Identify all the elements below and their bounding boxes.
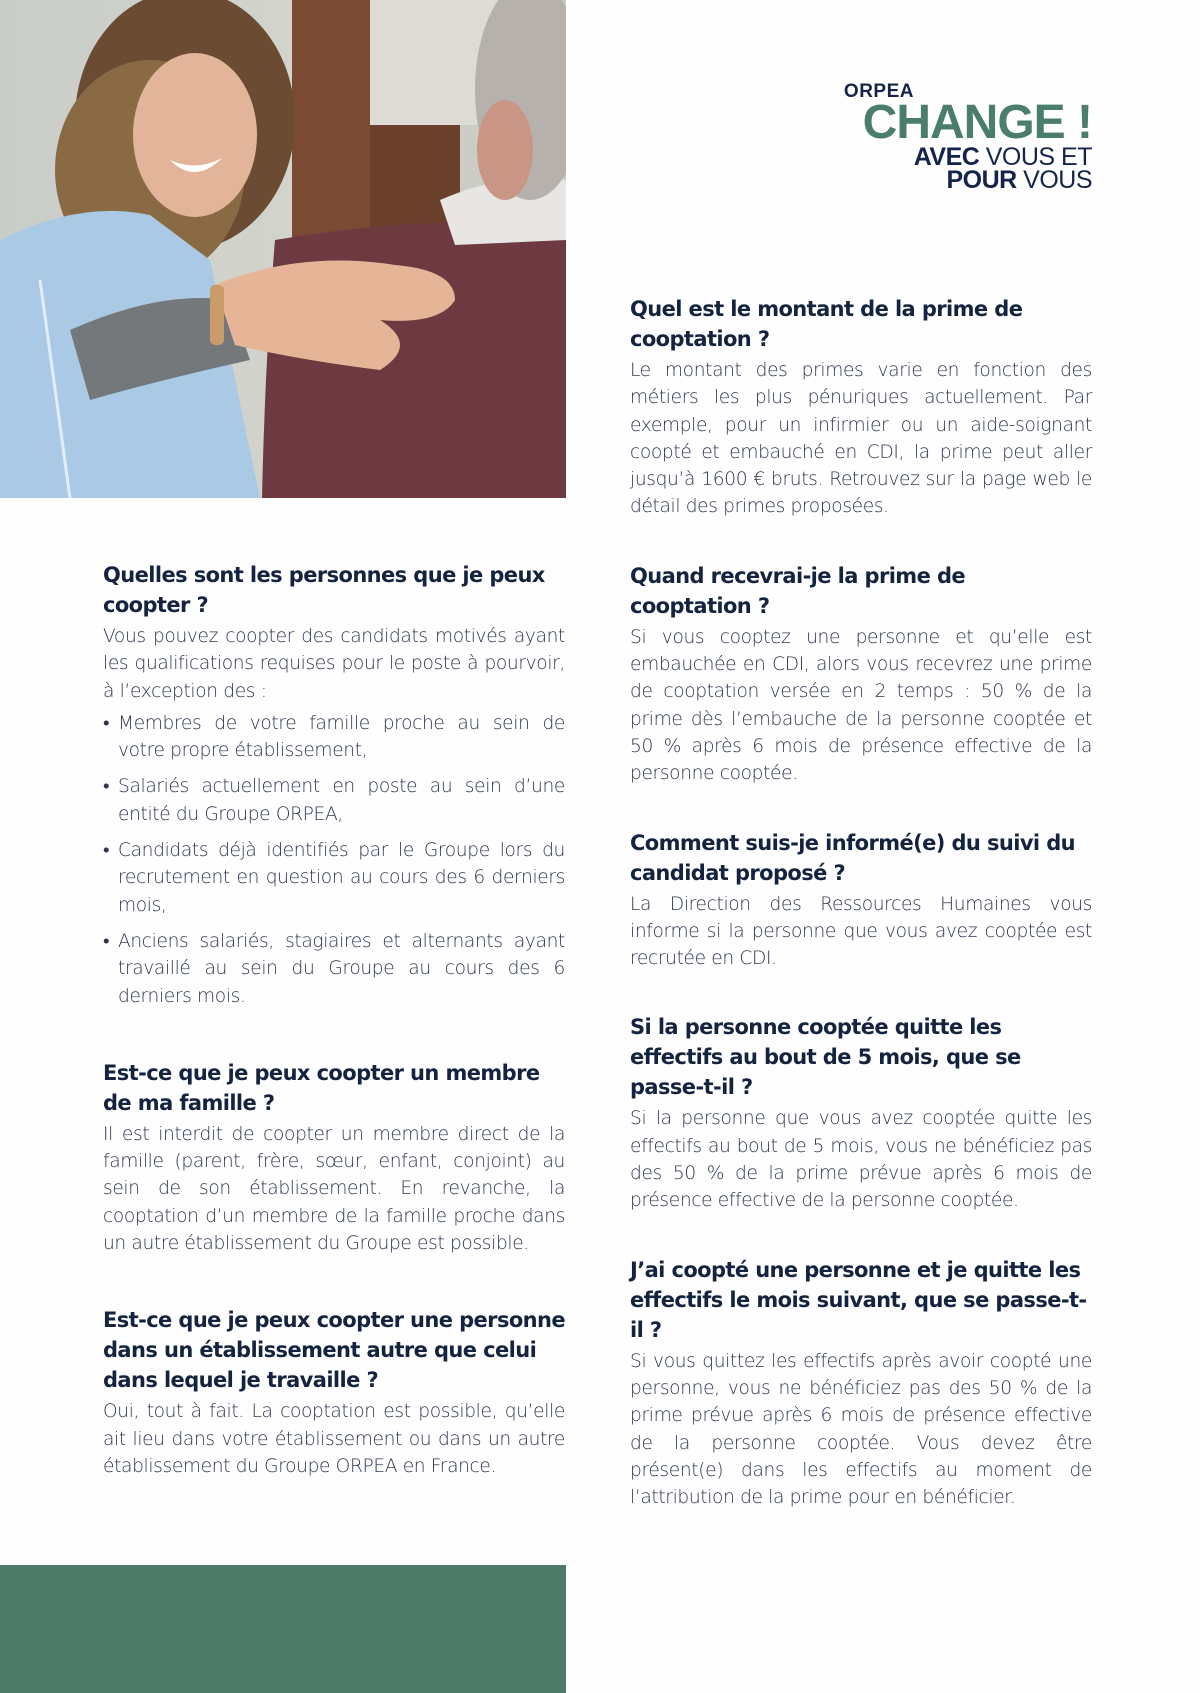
faq-item-candidate-followup <box>630 828 1092 973</box>
logo-tagline-rest: VOUS <box>1016 166 1092 194</box>
faq-answer: Si vous cooptez une personne et qu’elle est embauchée en CDI, alors vous recevrez une prime de cooptation versée en 2 temps : 50 % de la prime dès l’embauche de la personne cooptée et 50 % après 6 mois de présence effective de la personne cooptée. <box>630 626 1092 785</box>
faq-item-bonus-amount <box>630 294 1092 521</box>
logo-brand: ORPEA <box>843 81 914 102</box>
faq-answer: Vous pouvez coopter des candidats motivés ayant les qualifications requises pour le poste à pourvoir, à l’exception des : <box>103 626 565 702</box>
faq-question: Comment suis-je informé(e) du suivi du candidat proposé ? <box>630 830 1076 885</box>
faq-question: J’ai coopté une personne et je quitte les effectifs le mois suivant, que se passe-t-il ? <box>630 1257 1087 1342</box>
faq-item-family-member <box>103 1058 565 1257</box>
faq-question: Est-ce que je peux coopter un membre de ma famille ? <box>103 1060 540 1115</box>
faq-question: Si la personne cooptée quitte les effectifs au bout de 5 mois, que se passe-t-il ? <box>630 1015 1021 1100</box>
logo-headline: CHANGE ! <box>862 96 1092 149</box>
exception-item: • Candidats déjà identifiés par le Groupe lors du recrutement en question au cours des 6 derniers mois, <box>103 837 565 919</box>
exception-item: • Membres de votre famille proche au sein de votre propre établissement, <box>103 710 565 765</box>
faq-answer: Si vous quittez les effectifs après avoir coopté une personne, vous ne bénéficiez pas des 50 % de la prime prévue après 6 mois de présence effective de la personne cooptée. Vous devez être présent(e) dans les effectifs au moment de l’attribution de la prime pour en bénéficier. <box>630 1350 1092 1509</box>
exception-list <box>103 710 565 1010</box>
faq-answer: Si la personne que vous avez cooptée quitte les effectifs au bout de 5 mois, vous ne bénéficiez pas des 50 % de la prime prévue après 6 mois de présence effective de la personne cooptée. <box>630 1108 1092 1212</box>
faq-answer: Oui, tout à fait. La cooptation est possible, qu’elle ait lieu dans votre établissement ou dans un autre établissement du Groupe ORPEA en France. <box>103 1401 565 1477</box>
faq-item-bonus-timing <box>630 561 1092 788</box>
orpea-change-logo <box>844 82 1092 193</box>
faq-item-referrer-leaves <box>630 1255 1092 1512</box>
faq-question: Quand recevrai-je la prime de cooptation ? <box>630 563 966 618</box>
faq-left-column <box>103 560 565 1520</box>
logo-tagline-line-2 <box>844 168 1092 193</box>
faq-answer: La Direction des Ressources Humaines vous informe si la personne que vous avez cooptée est recrutée en CDI. <box>630 893 1092 970</box>
logo-tagline-bold: POUR <box>946 166 1017 194</box>
hero-photo <box>0 0 566 498</box>
faq-question: Quel est le montant de la prime de cooptation ? <box>630 297 1023 351</box>
logo-tagline-rest: VOUS ET <box>979 143 1092 171</box>
exception-item: • Salariés actuellement en poste au sein d’une entité du Groupe ORPEA, <box>103 773 565 828</box>
faq-question: Quelles sont les personnes que je peux coopter ? <box>103 563 545 617</box>
faq-item-coopted-leaves-5-months <box>630 1012 1092 1214</box>
logo-tagline-bold: AVEC <box>913 143 980 171</box>
faq-question: Est-ce que je peux coopter une personne dans un établissement autre que celui dans lequel je travaille ? <box>103 1308 566 1393</box>
brand-color-block <box>0 1565 566 1693</box>
exception-item: • Anciens salariés, stagiaires et alternants ayant travaillé au sein du Groupe au cours des 6 derniers mois. <box>103 928 565 1010</box>
caregiver-photo-illustration <box>0 0 566 498</box>
faq-answer: Le montant des primes varie en fonction des métiers les plus pénuriques actuellement. Par exemple, pour un infirmier ou un aide-soignant coopté et embauché en CDI, la prime peut aller jusqu’à 1600 € bruts. Retrouvez sur la page web le détail des primes proposées. <box>630 360 1092 518</box>
faq-item-other-establishment <box>103 1305 565 1480</box>
faq-item-who-can-be-coopted <box>103 560 565 1010</box>
faq-right-column <box>630 294 1092 1551</box>
faq-answer: Il est interdit de coopter un membre direct de la famille (parent, frère, sœur, enfant, conjoint) au sein de son établissement. En revanche, la cooptation d’un membre de la famille proche dans un autre établissement du Groupe est possible. <box>103 1123 565 1255</box>
